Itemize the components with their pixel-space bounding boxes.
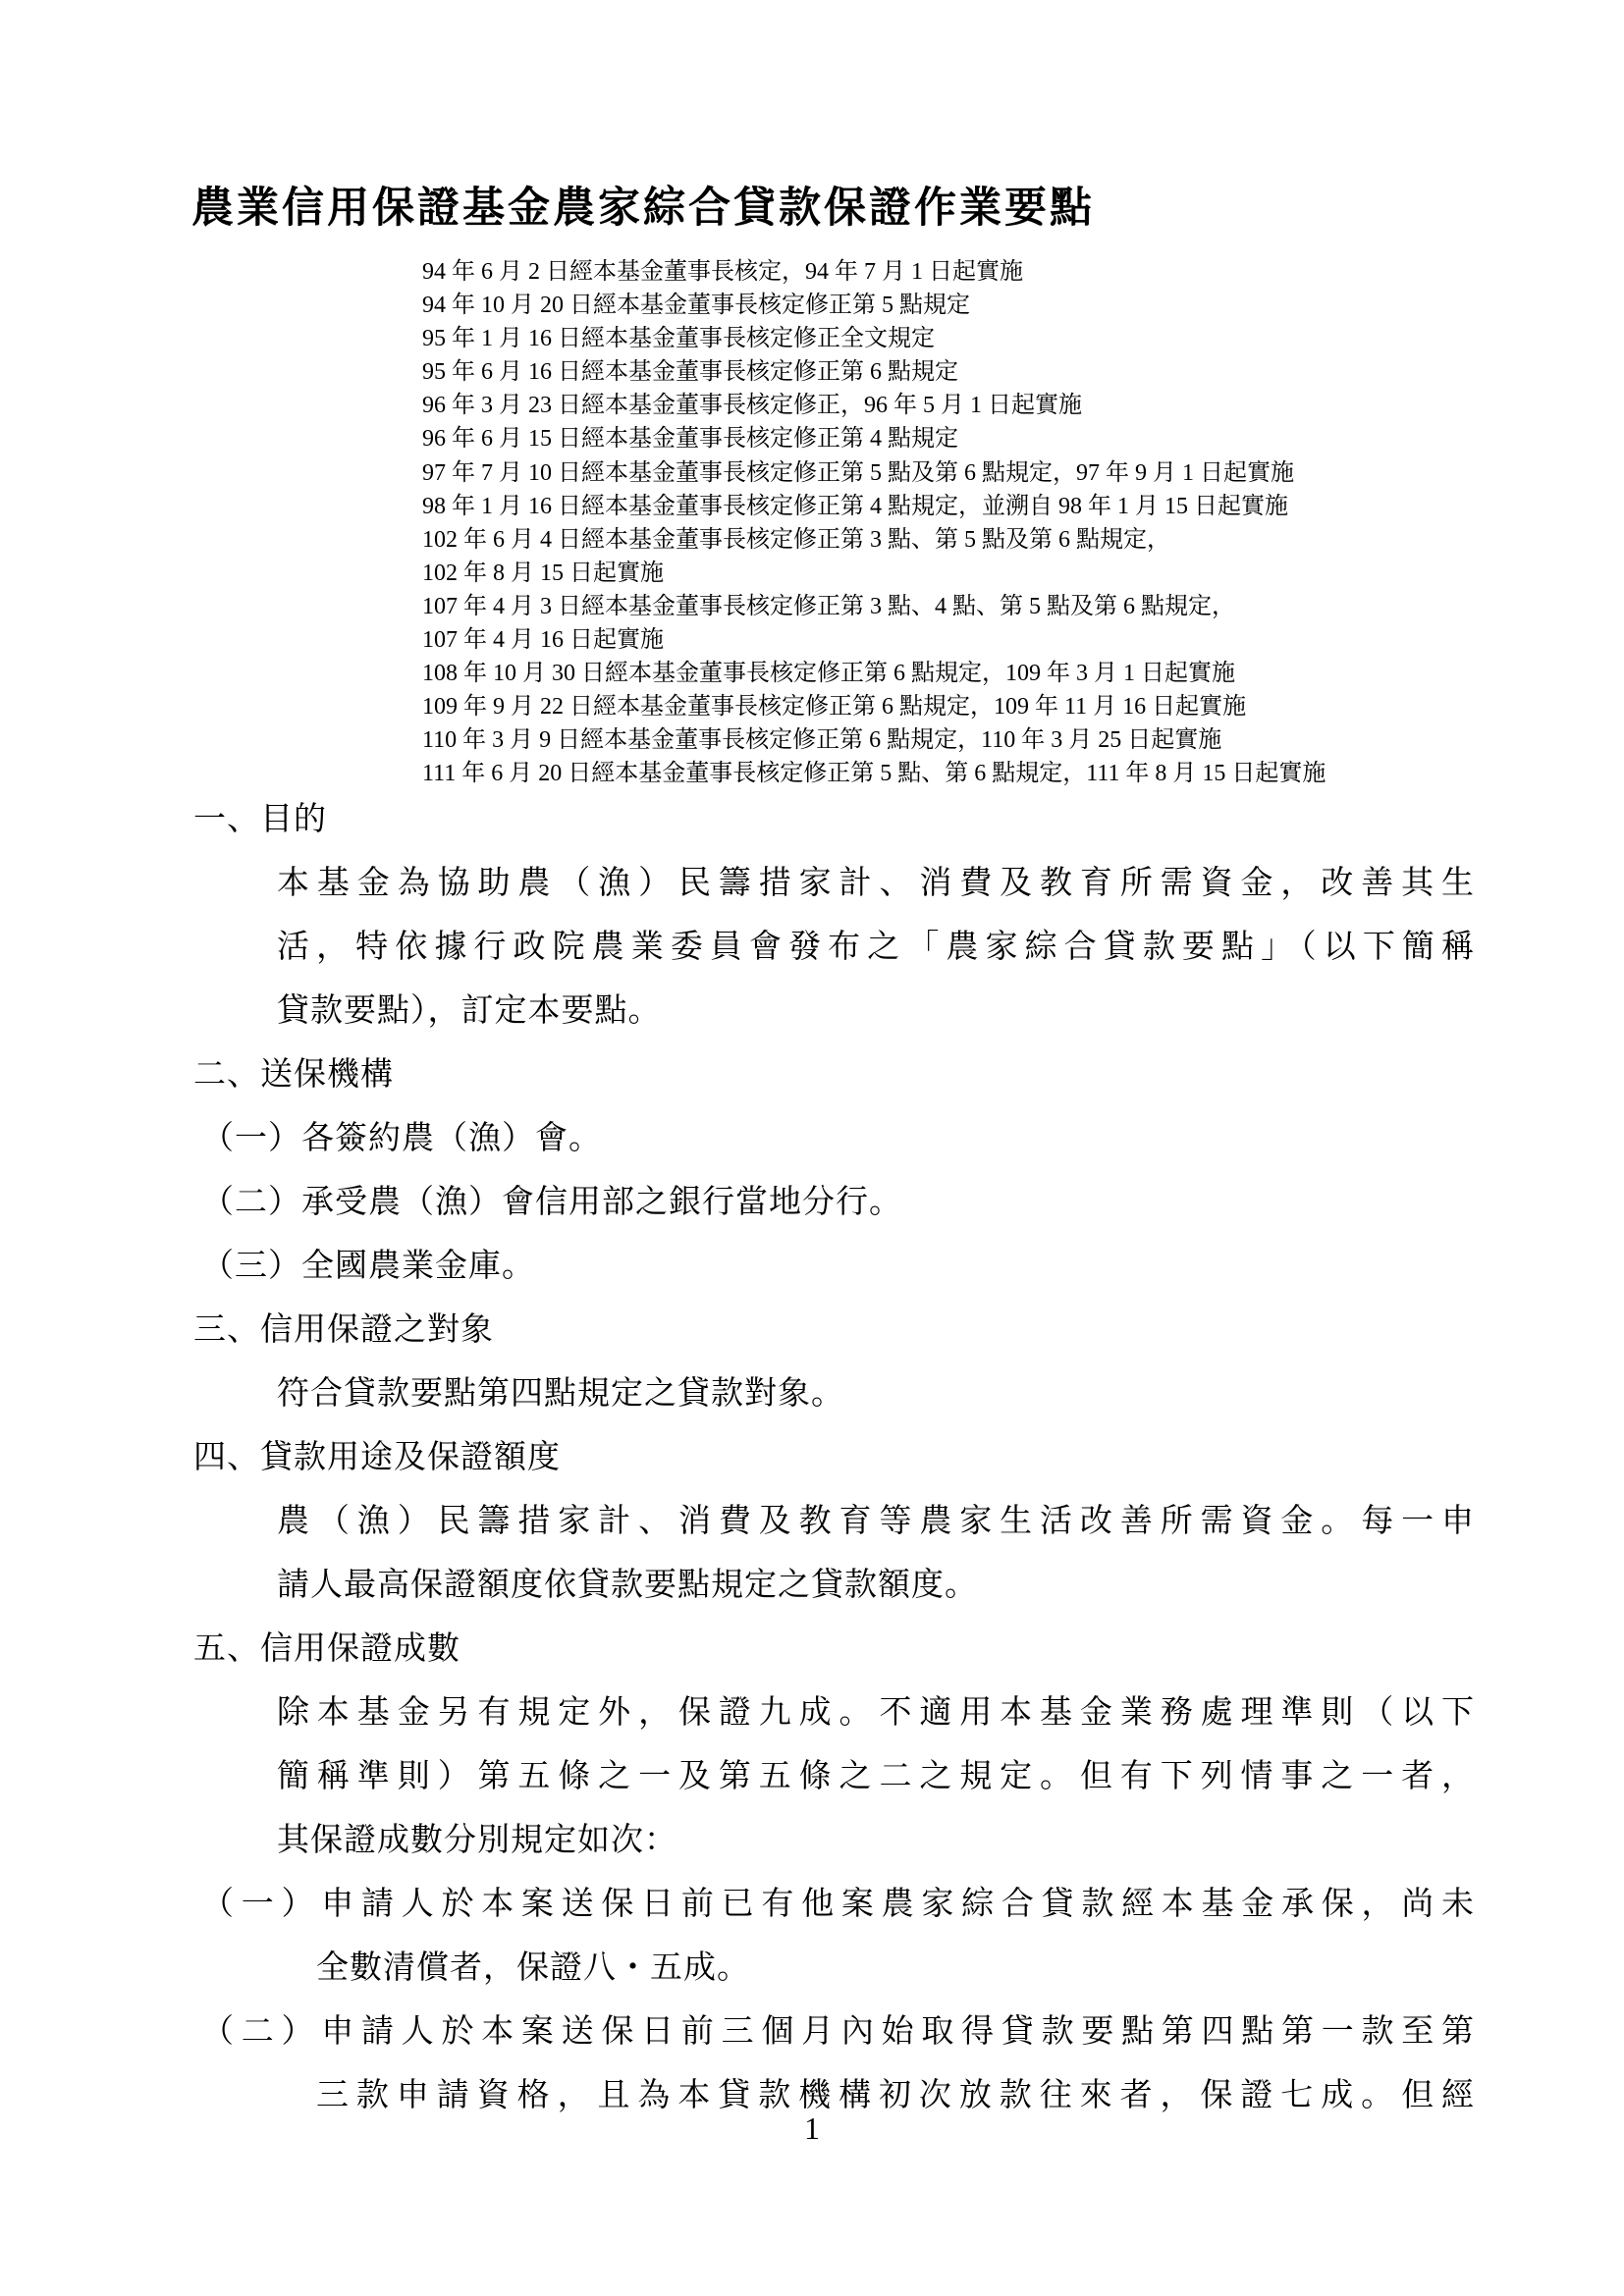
amendment-history-line: 107 年 4 月 3 日經本基金董事長核定修正第 3 點、4 點、第 5 點及第 6 點規定， bbox=[422, 593, 1235, 619]
section-5-item: （一）申請人於本案送保日前已有他案農家綜合貸款經本基金承保，尚未 bbox=[201, 1884, 1475, 1922]
amendment-history-line: 97 年 7 月 10 日經本基金董事長核定修正第 5 點及第 6 點規定，97 年 9 月 1 日起實施 bbox=[422, 459, 1294, 486]
amendment-history-line: 94 年 6 月 2 日經本基金董事長核定，94 年 7 月 1 日起實施 bbox=[422, 259, 1023, 285]
amendment-history-line: 102 年 8 月 15 日起實施 bbox=[422, 560, 664, 586]
amendment-history-line: 94 年 10 月 20 日經本基金董事長核定修正第 5 點規定 bbox=[422, 293, 970, 319]
page-number: 1 bbox=[804, 2110, 820, 2146]
amendment-history-line: 110 年 3 月 9 日經本基金董事長核定修正第 6 點規定，110 年 3 月 25 日起實施 bbox=[422, 727, 1222, 754]
document-title: 農業信用保證基金農家綜合貸款保證作業要點 bbox=[191, 184, 1095, 233]
amendment-history-line: 98 年 1 月 16 日經本基金董事長核定修正第 4 點規定，並溯自 98 年 1 月 15 日起實施 bbox=[422, 493, 1288, 519]
section-5-item-continuation: 三款申請資格，且為本貸款機構初次放款往來者，保證七成。但經 bbox=[316, 2075, 1475, 2113]
section-5-item-continuation: 全數清償者，保證八・五成。 bbox=[316, 1948, 750, 1986]
section-5-heading: 五、信用保證成數 bbox=[193, 1629, 460, 1667]
section-2-item: （一）各簽約農（漁）會。 bbox=[201, 1118, 602, 1156]
section-4-paragraph-line: 請人最高保證額度依貸款要點規定之貸款額度。 bbox=[277, 1565, 978, 1603]
section-5-paragraph-line: 除本基金另有規定外，保證九成。不適用本基金業務處理準則（以下 bbox=[277, 1692, 1475, 1731]
section-1-paragraph-line: 本基金為協助農（漁）民籌措家計、消費及教育所需資金，改善其生 bbox=[277, 863, 1475, 901]
section-5-paragraph-line: 其保證成數分別規定如次： bbox=[277, 1820, 677, 1858]
section-5-paragraph-line: 簡稱準則）第五條之一及第五條之二之規定。但有下列情事之一者， bbox=[277, 1756, 1475, 1794]
section-3-heading: 三、信用保證之對象 bbox=[193, 1309, 494, 1348]
amendment-history-line: 95 年 1 月 16 日經本基金董事長核定修正全文規定 bbox=[422, 326, 935, 352]
amendment-history bbox=[422, 255, 1522, 791]
section-5-item: （二）申請人於本案送保日前三個月內始取得貸款要點第四點第一款至第 bbox=[201, 2011, 1475, 2050]
section-1-paragraph-line: 活，特依據行政院農業委員會發布之「農家綜合貸款要點」（以下簡稱 bbox=[277, 927, 1475, 965]
amendment-history-line: 102 年 6 月 4 日經本基金董事長核定修正第 3 點、第 5 點及第 6 點規定， bbox=[422, 526, 1170, 553]
amendment-history-line: 109 年 9 月 22 日經本基金董事長核定修正第 6 點規定，109 年 11 月 16 日起實施 bbox=[422, 694, 1247, 721]
section-2-heading: 二、送保機構 bbox=[193, 1054, 394, 1093]
section-4-heading: 四、貸款用途及保證額度 bbox=[193, 1437, 561, 1475]
amendment-history-line: 111 年 6 月 20 日經本基金董事長核定修正第 5 點、第 6 點規定，111 年 8 月 15 日起實施 bbox=[422, 761, 1326, 787]
section-4-paragraph-line: 農（漁）民籌措家計、消費及教育等農家生活改善所需資金。每一申 bbox=[277, 1501, 1475, 1539]
amendment-history-line: 107 年 4 月 16 日起實施 bbox=[422, 627, 664, 654]
section-2-item: （二）承受農（漁）會信用部之銀行當地分行。 bbox=[201, 1182, 902, 1220]
amendment-history-line: 108 年 10 月 30 日經本基金董事長核定修正第 6 點規定，109 年 3 月 1 日起實施 bbox=[422, 661, 1235, 687]
amendment-history-line: 96 年 3 月 23 日經本基金董事長核定修正，96 年 5 月 1 日起實施 bbox=[422, 393, 1082, 419]
section-1-paragraph-line: 貸款要點），訂定本要點。 bbox=[277, 990, 662, 1029]
section-1-heading: 一、目的 bbox=[193, 799, 327, 837]
amendment-history-line: 95 年 6 月 16 日經本基金董事長核定修正第 6 點規定 bbox=[422, 359, 958, 386]
section-3-paragraph-line: 符合貸款要點第四點規定之貸款對象。 bbox=[277, 1373, 844, 1412]
amendment-history-line: 96 年 6 月 15 日經本基金董事長核定修正第 4 點規定 bbox=[422, 426, 958, 453]
section-2-item: （三）全國農業金庫。 bbox=[201, 1246, 535, 1284]
